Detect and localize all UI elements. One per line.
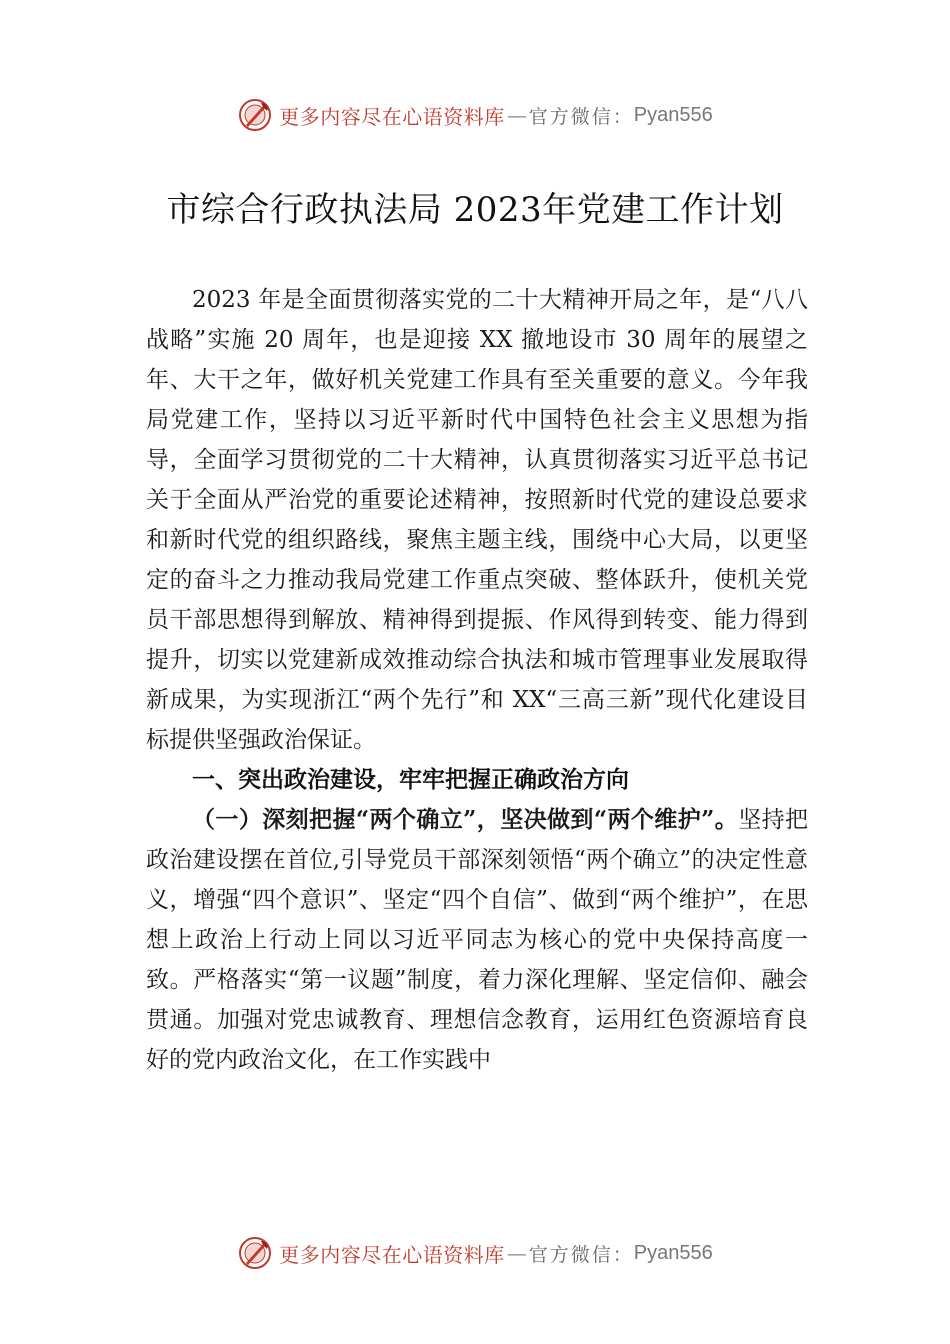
watermark-wechat-id: Pyan556 — [633, 103, 713, 126]
watermark-dash: — — [506, 1241, 527, 1265]
footer-watermark — [0, 1233, 950, 1273]
watermark-wechat-label: 官方微信： — [528, 1243, 634, 1266]
quill-seal-icon — [237, 1235, 273, 1271]
document-title: 市综合行政执法局 2023年党建工作计划 — [166, 190, 784, 230]
intro-paragraph: 2023 年是全面贯彻落实党的二十大精神开局之年，是“八八战略”实施 20 周年，也是迎接 XX 撤地设市 30 周年的展望之年、大干之年，做好机关党建工作具有至关重要的意义。今年我局党建工作，坚持以习近平新时代中国特色社会主义思想为指导，全面学习贯彻党的二十大精神，认真贯彻落实习近平总书记关于全面从严治党的重要论述精神，按照新时代党的建设总要求和新时代党的组织路线，聚焦主题主线，围绕中心大局，以更坚定的奋斗之力推动我局党建工作重点突破、整体跃升，使机关党员干部思想得到解放、精神得到提振、作风得到转变、能力得到提升，切实以党建新成效推动综合执法和城市管理事业发展取得新成果，为实现浙江“两个先行”和 XX“三高三新”现代化建设目标提供坚强政治保证。 — [146, 287, 808, 753]
watermark-brand-text: 更多内容尽在心语资料库 — [279, 104, 505, 129]
watermark-dash: — — [506, 103, 527, 127]
header-watermark — [0, 95, 950, 135]
watermark-wechat-label: 官方微信： — [528, 105, 634, 128]
document-body — [146, 280, 808, 1080]
quill-seal-icon — [237, 97, 273, 133]
section-1-body-text: 坚持把政治建设摆在首位,引导党员干部深刻领悟“两个确立”的决定性意义，增强“四个意识”、坚定“四个自信”、做到“两个维护”，在思想上政治上行动上同以习近平同志为核心的党中央保持高度一致。严格落实“第一议题”制度，着力深化理解、坚定信仰、融会贯通。加强对党忠诚教育、理想信念教育，运用红色资源培育良好的党内政治文化，在工作实践中 — [146, 807, 809, 1073]
watermark-brand-text: 更多内容尽在心语资料库 — [279, 1242, 505, 1267]
section-1-heading: 一、突出政治建设，牢牢把握正确政治方向 — [192, 767, 629, 793]
section-1-sub-heading: （一）深刻把握“两个确立”，坚决做到“两个维护”。 — [192, 806, 739, 833]
watermark-wechat-id: Pyan556 — [633, 1241, 713, 1264]
section-1-paragraph — [146, 800, 808, 1080]
